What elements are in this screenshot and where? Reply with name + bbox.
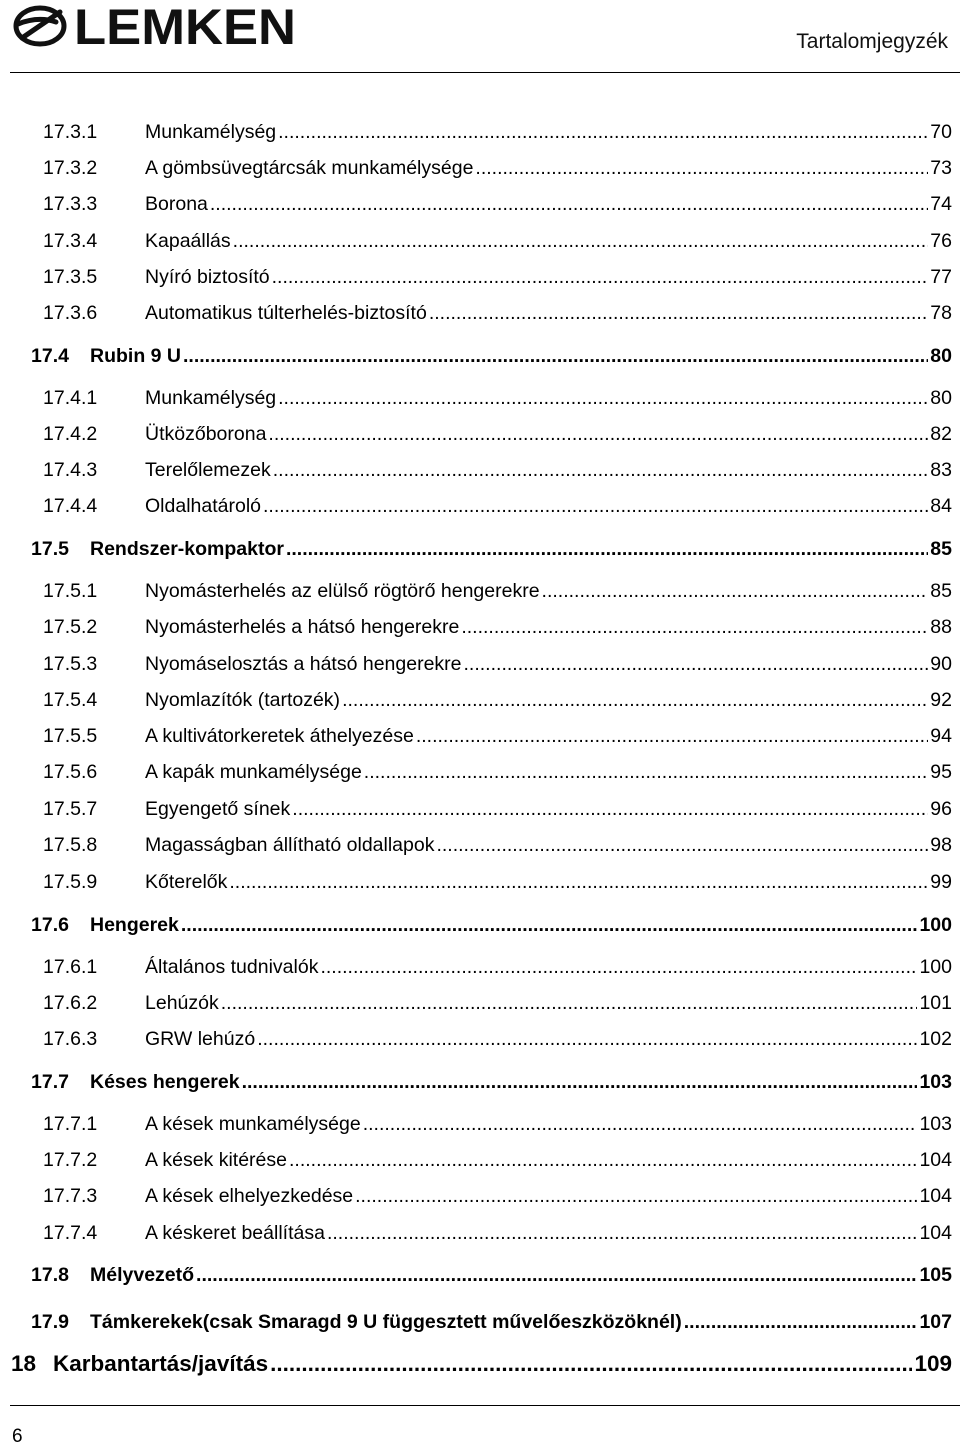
toc-entry-page: 70 — [930, 121, 952, 143]
toc-entry-number: 17.5.4 — [43, 689, 98, 711]
toc-entry[interactable] — [43, 870, 952, 894]
toc-entry-page: 109 — [914, 1351, 952, 1376]
footer-divider — [10, 1405, 960, 1406]
toc-entry-title: Magasságban állítható oldallapok — [145, 834, 435, 856]
toc-entry-page: 78 — [930, 302, 952, 324]
toc-entry-number: 17.5.3 — [43, 653, 98, 675]
toc-entry-leader — [257, 1027, 917, 1051]
toc-entry-leader — [363, 1112, 918, 1136]
toc-entry-number: 17.7.1 — [43, 1113, 98, 1135]
toc-entry-leader — [263, 494, 928, 518]
toc-entry-title: Karbantartás/javítás — [53, 1351, 269, 1376]
toc-entry-leader — [364, 760, 929, 784]
toc-entry-leader — [292, 797, 928, 821]
toc-entry-leader — [342, 688, 928, 712]
toc-entry-leader — [181, 913, 918, 937]
toc-entry[interactable] — [43, 579, 952, 603]
toc-entry-title: Nyomásterhelés a hátsó hengerekre — [145, 616, 460, 638]
toc-entry-leader — [327, 1221, 918, 1245]
toc-entry[interactable] — [43, 494, 952, 518]
toc-entry-leader — [242, 1070, 918, 1094]
toc-entry-number: 17.5.7 — [43, 798, 98, 820]
toc-entry-page: 83 — [930, 459, 952, 481]
toc-entry-number: 17.3.3 — [43, 193, 98, 215]
toc-entry-number: 17.6.2 — [43, 992, 98, 1014]
toc-entry-leader — [475, 156, 928, 180]
page-number: 6 — [12, 1426, 23, 1447]
toc-entry-leader — [270, 1352, 912, 1376]
toc-entry-number: 17.7 — [31, 1071, 69, 1093]
toc-entry-leader — [542, 579, 929, 603]
toc-entry-page: 74 — [930, 193, 952, 215]
toc-entry-number: 17.3.4 — [43, 230, 98, 252]
toc-entry-page: 94 — [930, 725, 952, 747]
toc-entry-title: Terelőlemezek — [145, 459, 271, 481]
toc-entry[interactable] — [43, 688, 952, 712]
toc-entry-number: 17.4.3 — [43, 459, 98, 481]
toc-entry-number: 17.3.1 — [43, 121, 98, 143]
toc-entry-number: 17.7.3 — [43, 1185, 98, 1207]
toc-entry-page: 84 — [930, 495, 952, 517]
toc-entry-page: 82 — [930, 423, 952, 445]
toc-entry-title: A kések munkamélysége — [145, 1113, 361, 1135]
toc-entry-title: Nyomásterhelés az elülső rögtörő hengerekre — [145, 580, 540, 602]
toc-entry-number: 17.7.2 — [43, 1149, 98, 1171]
toc-entry-leader — [436, 833, 928, 857]
toc-entry[interactable] — [11, 1352, 952, 1376]
toc-entry-number: 17.5.1 — [43, 580, 98, 602]
lemken-logo — [12, 2, 297, 52]
toc-entry[interactable] — [43, 1221, 952, 1245]
toc-entry-title: GRW lehúzó — [145, 1028, 256, 1050]
toc-entry-number: 17.9 — [31, 1311, 69, 1333]
toc-entry-title: Nyíró biztosító — [145, 266, 270, 288]
toc-entry-page: 92 — [930, 689, 952, 711]
brand-wordmark: LEMKEN — [74, 2, 296, 52]
toc-entry-page: 96 — [930, 798, 952, 820]
toc-entry-page: 98 — [930, 834, 952, 856]
toc-entry-title: Kőterelők — [145, 871, 228, 893]
toc-entry-leader — [289, 1148, 917, 1172]
toc-entry-title: Oldalhatároló — [145, 495, 261, 517]
toc-entry-title: Munkamélység — [145, 121, 277, 143]
toc-entry-page: 77 — [930, 266, 952, 288]
toc-entry-title: A kések kitérése — [145, 1149, 287, 1171]
toc-entry-leader — [233, 229, 929, 253]
toc-entry[interactable] — [43, 192, 952, 216]
toc-entry-title: A kultivátorkeretek áthelyezése — [145, 725, 414, 747]
toc-entry-leader — [272, 265, 929, 289]
toc-entry-leader — [461, 615, 928, 639]
toc-entry-number: 17.5.9 — [43, 871, 98, 893]
toc-entry-page: 90 — [930, 653, 952, 675]
toc-entry-page: 101 — [919, 992, 952, 1014]
toc-entry[interactable] — [43, 1112, 952, 1136]
toc-entry-title: Rubin 9 U — [90, 345, 181, 367]
toc-entry-leader — [196, 1263, 917, 1287]
toc-entry-leader — [273, 458, 929, 482]
toc-entry[interactable] — [31, 913, 952, 937]
toc-entry-page: 104 — [919, 1222, 952, 1244]
toc-entry-leader — [416, 724, 928, 748]
toc-entry-number: 17.6 — [31, 914, 69, 936]
toc-entry-number: 17.3.2 — [43, 157, 98, 179]
toc-entry-number: 17.5.5 — [43, 725, 98, 747]
toc-entry[interactable] — [43, 422, 952, 446]
toc-entry-page: 104 — [919, 1185, 952, 1207]
header-divider — [10, 72, 960, 73]
toc-entry-title: Egyengető sínek — [145, 798, 291, 820]
toc-entry-title: Nyomlazítók (tartozék) — [145, 689, 341, 711]
toc-entry[interactable] — [43, 833, 952, 857]
toc-entry[interactable] — [43, 265, 952, 289]
toc-entry-title: Borona — [145, 193, 208, 215]
toc-entry[interactable] — [31, 1263, 952, 1287]
toc-entry[interactable] — [31, 1310, 952, 1334]
toc-entry[interactable] — [43, 991, 952, 1015]
toc-entry-page: 85 — [930, 538, 952, 560]
toc-entry-page: 80 — [930, 387, 952, 409]
toc-entry-page: 105 — [919, 1264, 952, 1286]
toc-entry-page: 103 — [919, 1071, 952, 1093]
toc-entry[interactable] — [43, 386, 952, 410]
toc-entry-leader — [429, 301, 928, 325]
toc-entry-number: 17.3.5 — [43, 266, 98, 288]
toc-entry-page: 99 — [930, 871, 952, 893]
toc-entry[interactable] — [43, 229, 952, 253]
toc-entry-leader — [320, 955, 917, 979]
toc-entry-leader — [268, 422, 928, 446]
toc-entry[interactable] — [43, 760, 952, 784]
toc-entry[interactable] — [43, 458, 952, 482]
toc-entry-title: Nyomáselosztás a hátsó hengerekre — [145, 653, 462, 675]
toc-entry-page: 88 — [930, 616, 952, 638]
toc-entry-leader — [183, 344, 928, 368]
toc-entry[interactable] — [43, 955, 952, 979]
toc-entry-page: 107 — [919, 1311, 952, 1333]
toc-entry[interactable] — [31, 344, 952, 368]
toc-entry-title: A kapák munkamélysége — [145, 761, 362, 783]
header-title: Tartalomjegyzék — [796, 30, 948, 53]
toc-entry[interactable] — [43, 797, 952, 821]
toc-entry-title: Lehúzók — [145, 992, 219, 1014]
toc-entry-page: 100 — [919, 914, 952, 936]
toc-entry-leader — [221, 991, 918, 1015]
toc-entry[interactable] — [43, 156, 952, 180]
toc-entry-number: 17.3.6 — [43, 302, 98, 324]
toc-entry-title: Támkerekek(csak Smaragd 9 U függesztett művelőeszközöknél) — [90, 1311, 682, 1333]
toc-entry-title: Késes hengerek — [90, 1071, 240, 1093]
toc-entry-number: 17.6.1 — [43, 956, 98, 978]
toc-entry-page: 80 — [930, 345, 952, 367]
toc-entry-number: 17.5.8 — [43, 834, 98, 856]
toc-entry[interactable] — [43, 652, 952, 676]
toc-entry-number: 17.4.1 — [43, 387, 98, 409]
toc-entry-number: 17.8 — [31, 1264, 69, 1286]
toc-entry[interactable] — [43, 1027, 952, 1051]
lemken-emblem-icon — [16, 8, 64, 44]
toc-entry[interactable] — [43, 1148, 952, 1172]
toc-entry-number: 17.4 — [31, 345, 69, 367]
toc-entry-title: A késkeret beállítása — [145, 1222, 325, 1244]
toc-entry-title: Ütközőborona — [145, 423, 267, 445]
toc-entry-page: 73 — [930, 157, 952, 179]
toc-entry-number: 17.4.2 — [43, 423, 98, 445]
toc-entry-leader — [210, 192, 928, 216]
toc-entry-leader — [278, 120, 928, 144]
toc-entry-page: 102 — [919, 1028, 952, 1050]
toc-entry[interactable] — [31, 1070, 952, 1094]
toc-entry-page: 85 — [930, 580, 952, 602]
toc-entry-title: Mélyvezető — [90, 1264, 195, 1286]
toc-entry-leader — [229, 870, 928, 894]
toc-entry-page: 100 — [919, 956, 952, 978]
toc-entry-page: 104 — [919, 1149, 952, 1171]
toc-entry-number: 17.5 — [31, 538, 69, 560]
toc-entry-title: Rendszer-kompaktor — [90, 538, 284, 560]
toc-entry[interactable] — [43, 1184, 952, 1208]
toc-entry-title: Kapaállás — [145, 230, 231, 252]
toc-entry-leader — [464, 652, 929, 676]
toc-entry-number: 17.4.4 — [43, 495, 98, 517]
toc-entry-title: Automatikus túlterhelés-biztosító — [145, 302, 427, 324]
toc-entry-title: Hengerek — [90, 914, 179, 936]
toc-entry-leader — [278, 386, 928, 410]
toc-entry-number: 17.5.6 — [43, 761, 98, 783]
toc-entry-title: A kések elhelyezkedése — [145, 1185, 354, 1207]
toc-entry-number: 17.5.2 — [43, 616, 98, 638]
toc-entry[interactable] — [43, 724, 952, 748]
toc-entry-page: 95 — [930, 761, 952, 783]
toc-entry-title: Általános tudnivalók — [145, 956, 319, 978]
toc-entry-number: 17.7.4 — [43, 1222, 98, 1244]
toc-entry-title: A gömbsüvegtárcsák munkamélysége — [145, 157, 474, 179]
toc-entry-leader — [286, 537, 928, 561]
toc-entry[interactable] — [43, 615, 952, 639]
toc-entry[interactable] — [31, 537, 952, 561]
toc-entry-leader — [684, 1310, 918, 1334]
toc-entry-title: Munkamélység — [145, 387, 277, 409]
page-header — [0, 0, 960, 80]
toc-entry-number: 17.6.3 — [43, 1028, 98, 1050]
toc-entry-leader — [355, 1184, 917, 1208]
toc-entry-number: 18 — [11, 1351, 37, 1376]
toc-entry-page: 103 — [919, 1113, 952, 1135]
toc-entry[interactable] — [43, 301, 952, 325]
toc-entry[interactable] — [43, 120, 952, 144]
toc-entry-page: 76 — [930, 230, 952, 252]
